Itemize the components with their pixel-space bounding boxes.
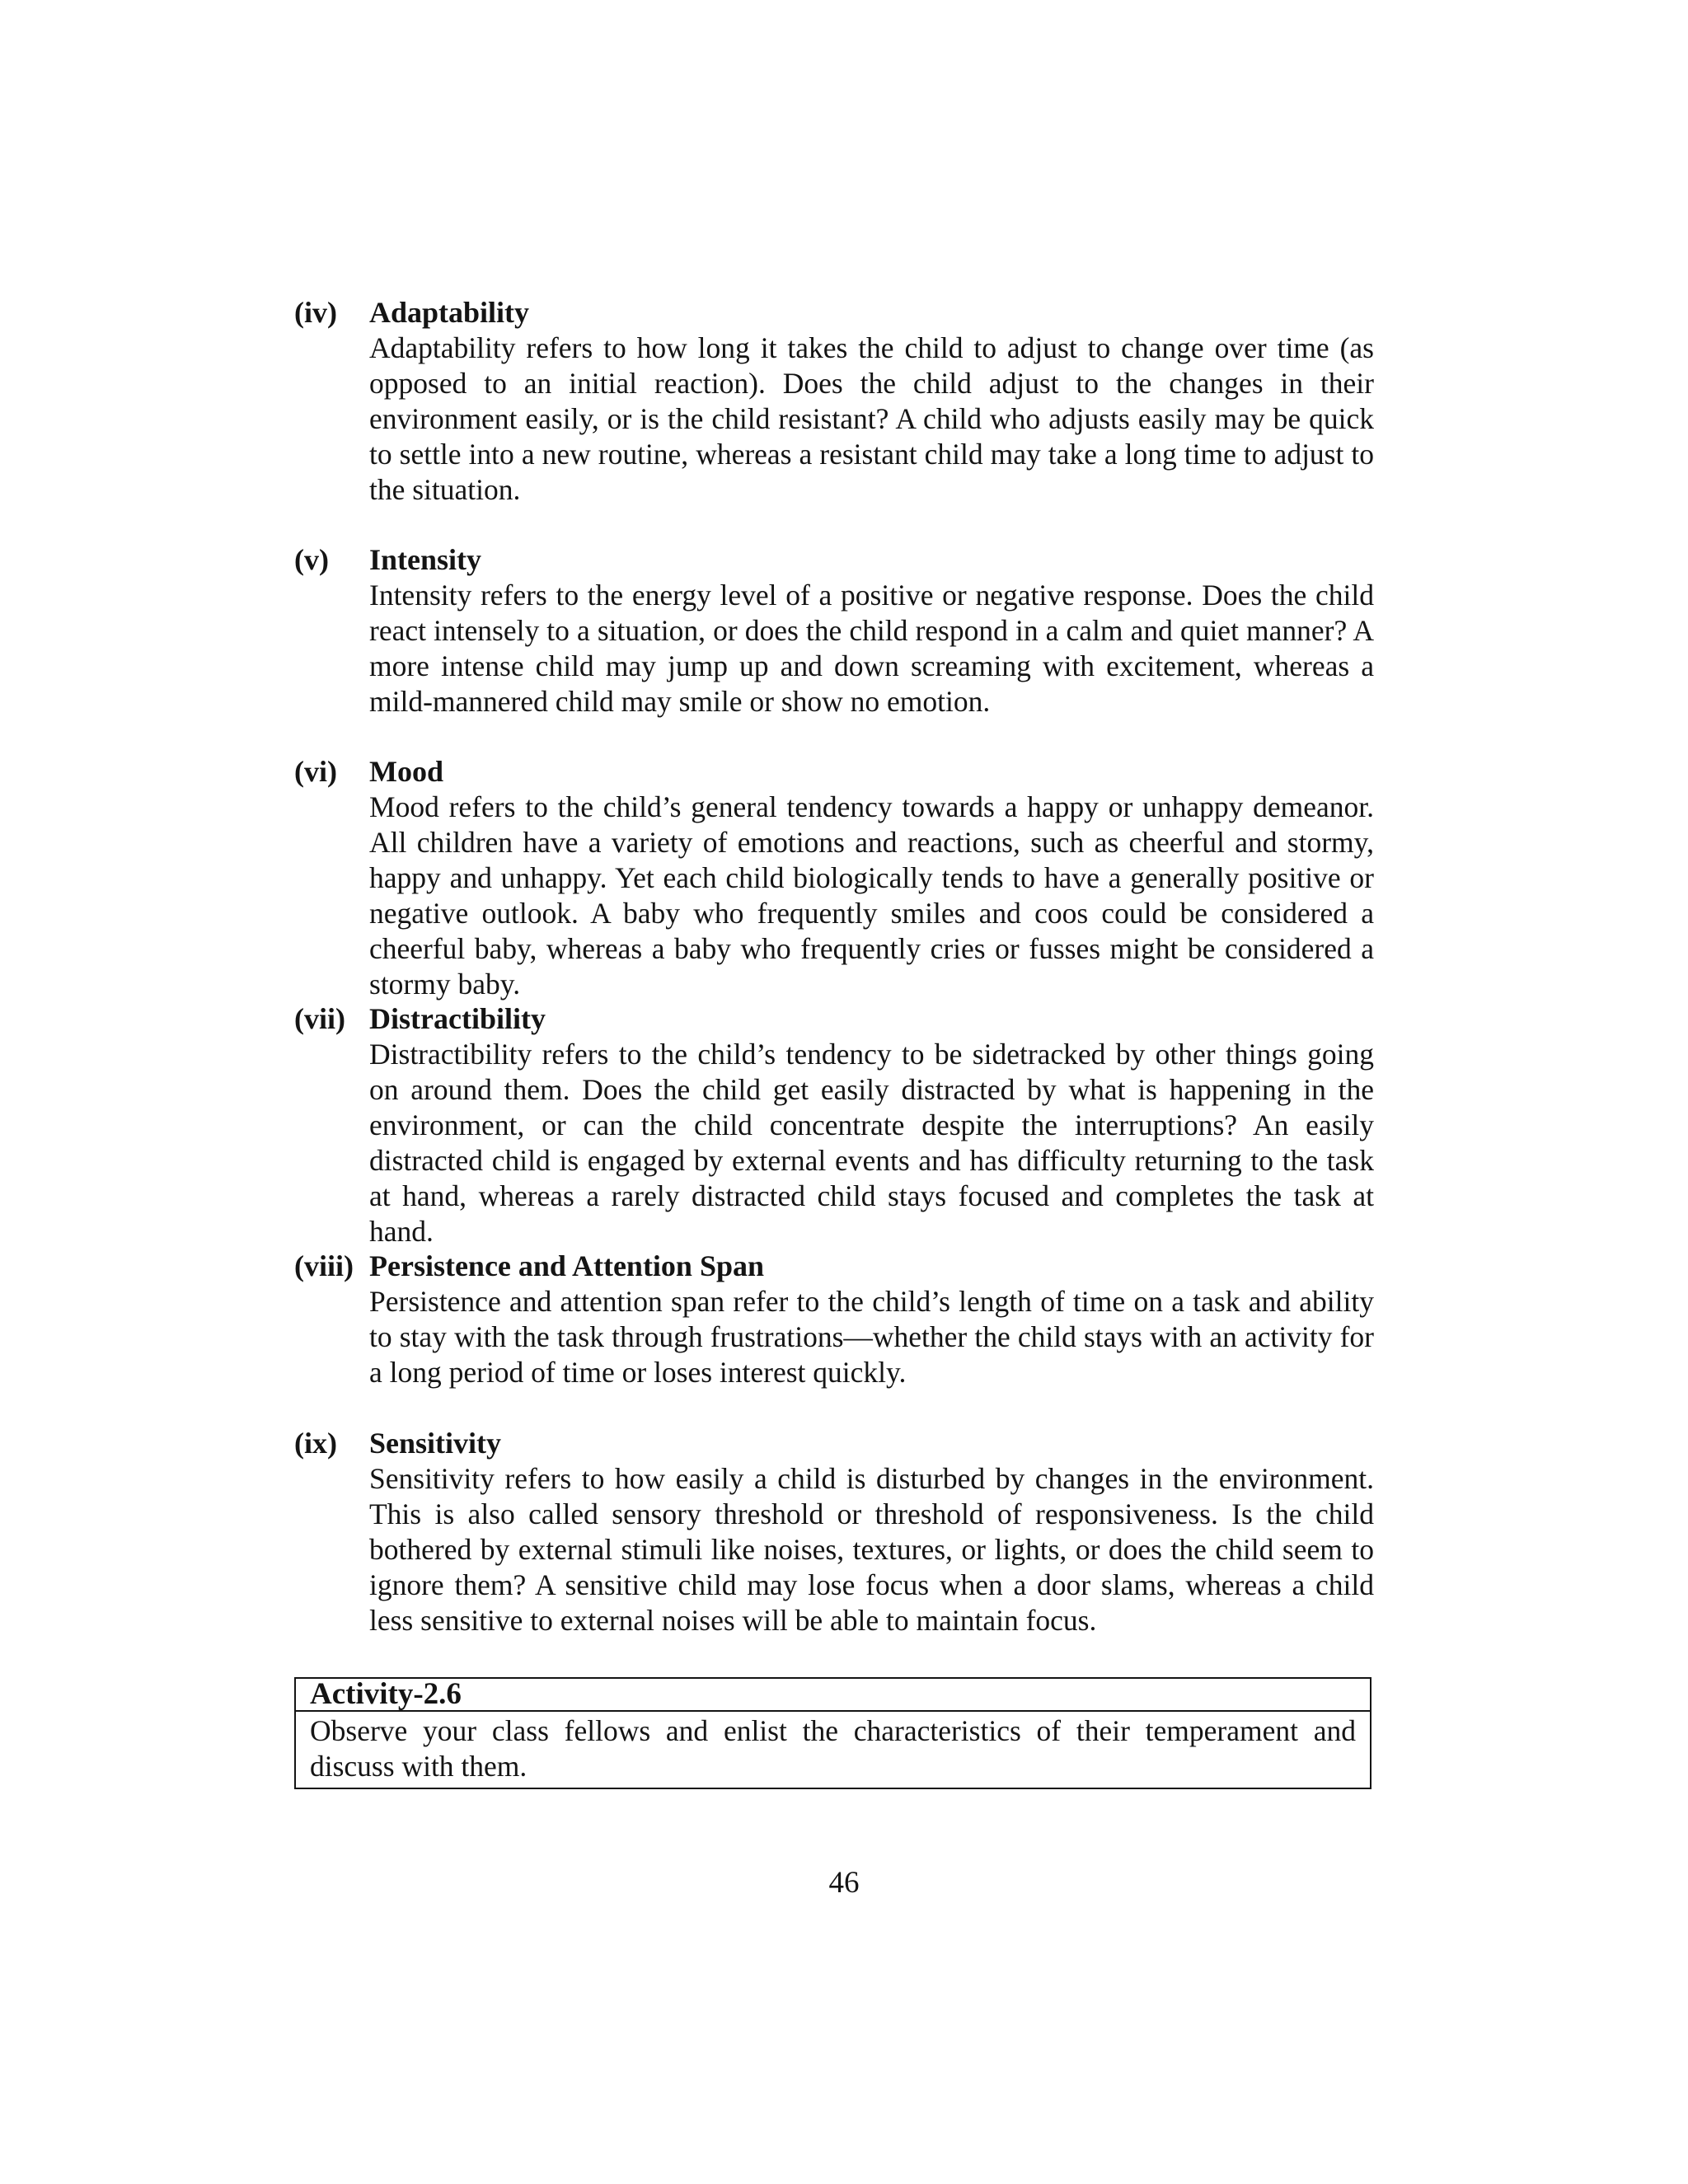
activity-title: Activity-2.6: [296, 1679, 1370, 1712]
activity-box: [294, 1677, 1372, 1789]
section-number: (iv): [294, 296, 337, 329]
section-number: (viii): [294, 1249, 354, 1282]
section-heading: Adaptability: [369, 296, 530, 329]
activity-text: Observe your class fellows and enlist the characteristics of their temperament and discuss with them.: [310, 1714, 1356, 1783]
section-text: Sensitivity refers to how easily a child is disturbed by changes in the environment. This is also called sensory threshold or threshold of responsiveness. Is the child bothered by external stimuli like noises, textures, or lights, or does the child seem to ignore them? A sensitive child may lose focus when a door slams, whereas a child less sensitive to external noises will be able to maintain focus.: [369, 1462, 1374, 1637]
section-heading: Persistence and Attention Span: [369, 1249, 765, 1282]
section-number: (vi): [294, 755, 337, 788]
section-number: (v): [294, 543, 329, 576]
section-text: Persistence and attention span refer to the child’s length of time on a task and ability to stay with the task through frustrations—whether the child stays with an activity for a long period of time or loses interest quickly.: [369, 1285, 1374, 1389]
section-text: Distractibility refers to the child’s tendency to be sidetracked by other things going on around them. Does the child get easily distracted by what is happening in the environment, or can the child concentrate despite the interruptions? An easily distracted child is engaged by external events and has difficulty returning to the task at hand, whereas a rarely distracted child stays focused and completes the task at hand.: [369, 1038, 1374, 1248]
section-text: Adaptability refers to how long it takes the child to adjust to change over time (as opposed to an initial reaction). Does the child adjust to the changes in their environment easily, or is the child resistant? A child who adjusts easily may be quick to settle into a new routine, whereas a resistant child may take a long time to adjust to the situation.: [369, 331, 1374, 506]
section-heading: Sensitivity: [369, 1427, 502, 1460]
section-text: Mood refers to the child’s general tendency towards a happy or unhappy demeanor. All children have a variety of emotions and reactions, such as cheerful and stormy, happy and unhappy. Yet each child biologically tends to have a generally positive or negative outlook. A baby who frequently smiles and coos could be considered a cheerful baby, whereas a baby who frequently cries or fusses might be considered a stormy baby.: [369, 790, 1374, 1001]
section-heading: Mood: [369, 755, 443, 788]
section-number: (ix): [294, 1427, 337, 1460]
section-heading: Intensity: [369, 543, 482, 576]
section-number: (vii): [294, 1002, 345, 1035]
page-number: 46: [828, 1866, 860, 1900]
section-heading: Distractibility: [369, 1002, 546, 1035]
section-text: Intensity refers to the energy level of a positive or negative response. Does the child react intensely to a situation, or does the child respond in a calm and quiet manner? A more intense child may jump up and down screaming with excitement, whereas a mild-mannered child may smile or show no emotion.: [369, 579, 1374, 718]
